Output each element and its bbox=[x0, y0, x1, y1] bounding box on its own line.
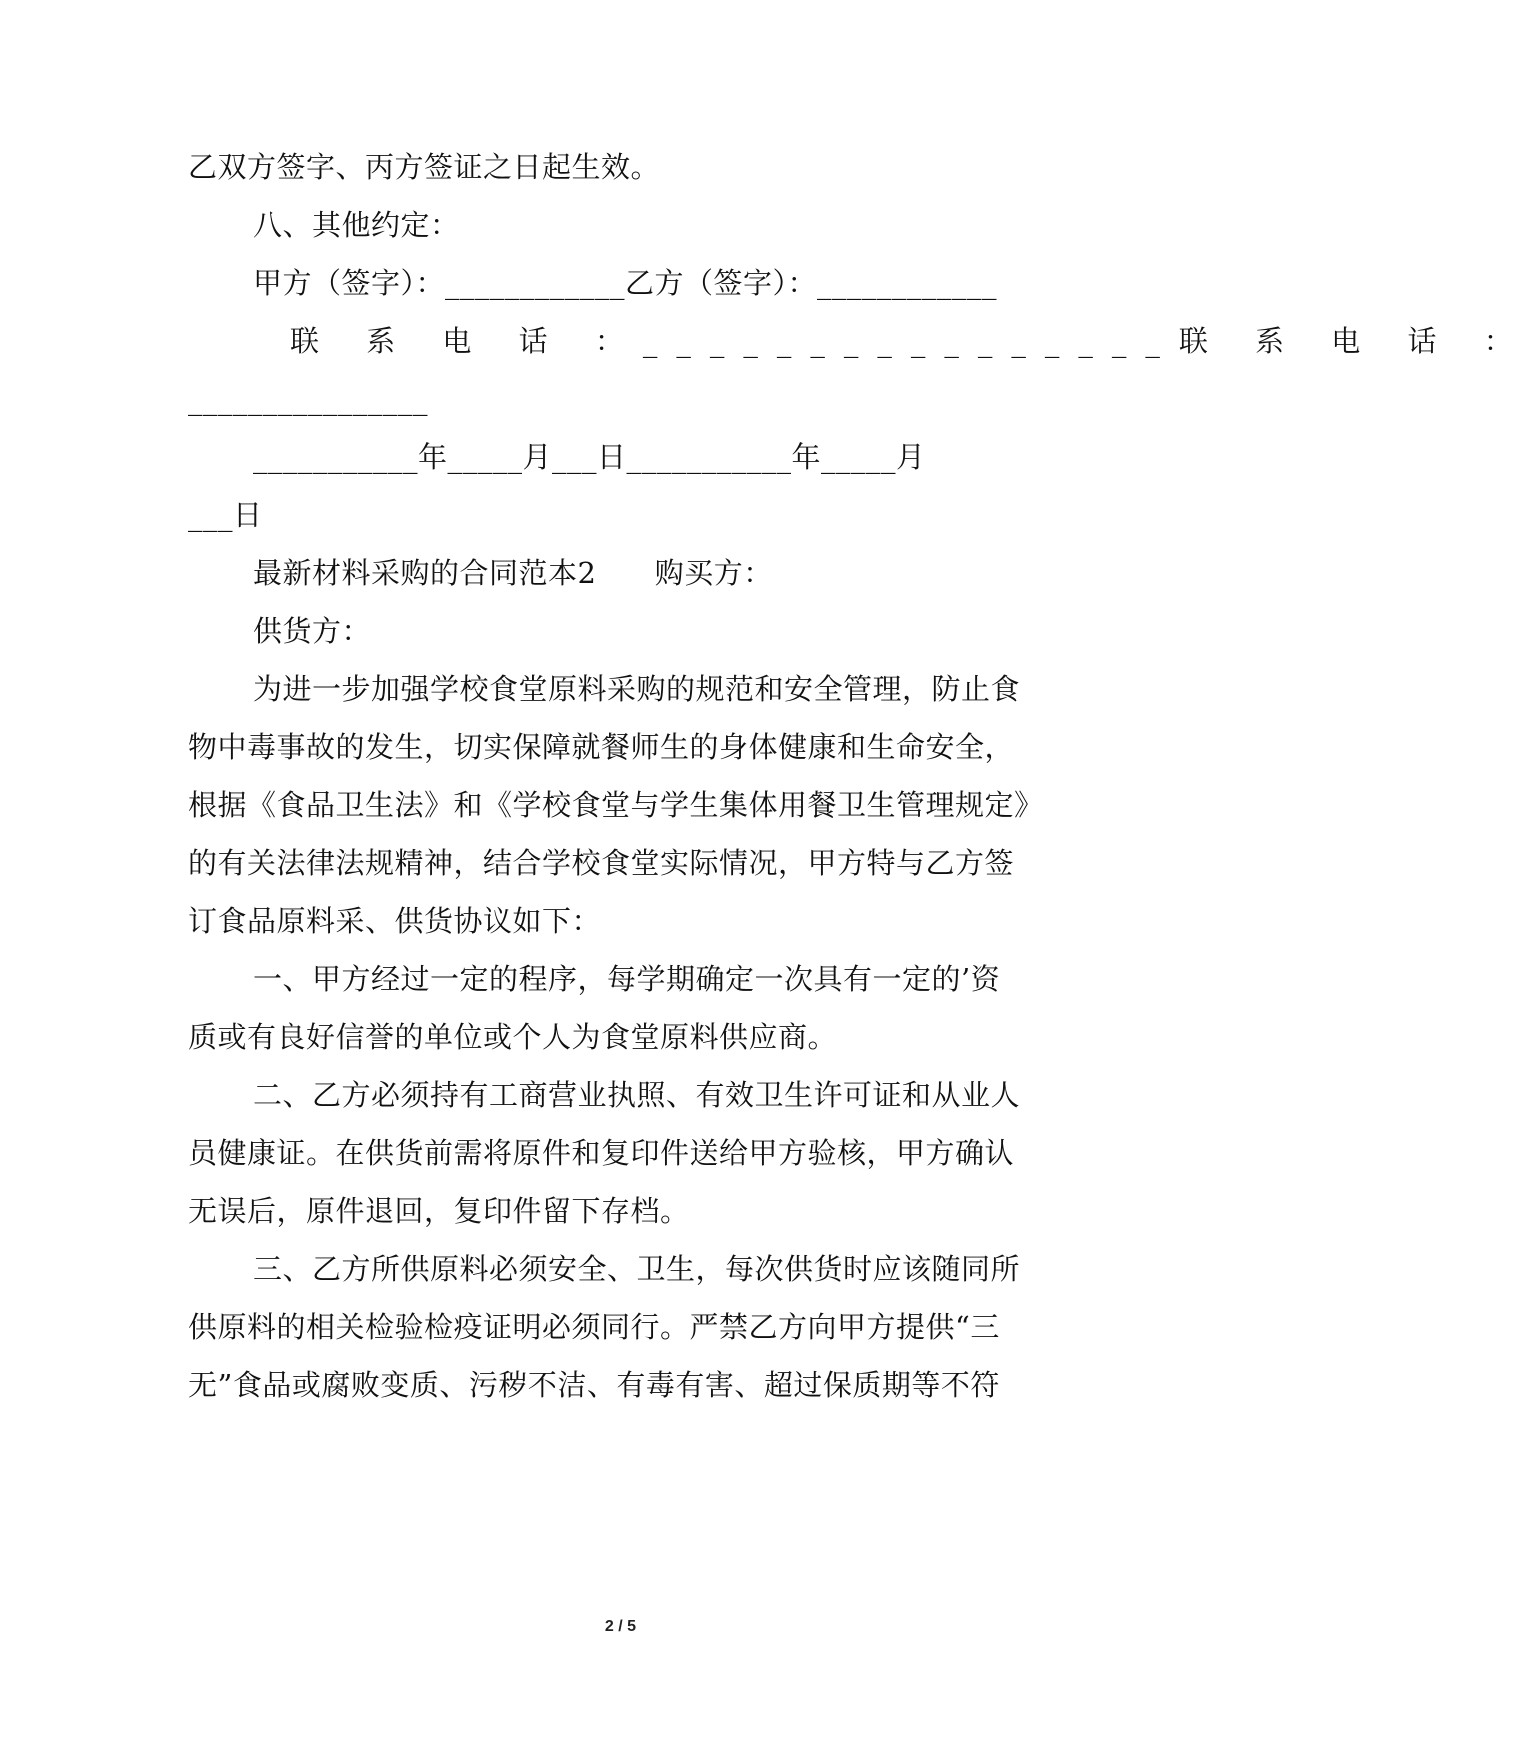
clause-one-line: 一、甲方经过一定的程序，每学期确定一次具有一定的’资 bbox=[253, 962, 1001, 996]
paragraph-line: 物中毒事故的发生，切实保障就餐师生的身体健康和生命安全， bbox=[188, 730, 1015, 764]
clause-one-line: 质或有良好信誉的单位或个人为食堂原料供应商。 bbox=[188, 1020, 838, 1054]
clause-three-line: 无”食品或腐败变质、污秽不洁、有毒有害、超过保质期等不符 bbox=[188, 1368, 1000, 1402]
paragraph-line: 订食品原料采、供货协议如下： bbox=[188, 904, 602, 938]
text-line-2: 八、其他约定： bbox=[253, 208, 460, 242]
clause-three-line: 供原料的相关检验检疫证明必须同行。严禁乙方向甲方提供“三 bbox=[188, 1310, 1000, 1344]
text-line-1: 乙双方签字、丙方签证之日起生效。 bbox=[188, 150, 661, 184]
phone-blank-line: ________________ bbox=[188, 382, 428, 416]
supplier-label: 供货方： bbox=[253, 614, 372, 648]
signature-line: 甲方（签字）：____________乙方（签字）：____________ bbox=[253, 266, 998, 300]
clause-three-line: 三、乙方所供原料必须安全、卫生，每次供货时应该随同所 bbox=[253, 1252, 1021, 1286]
page-number: 2 / 5 bbox=[604, 1618, 637, 1635]
paragraph-line: 的有关法律法规精神，结合学校食堂实际情况，甲方特与乙方签 bbox=[188, 846, 1015, 880]
paragraph-line: 根据《食品卫生法》和《学校食堂与学生集体用餐卫生管理规定》 bbox=[188, 788, 1044, 822]
clause-two-line: 无误后，原件退回，复印件留下存档。 bbox=[188, 1194, 690, 1228]
date-line: ___________年_____月___日___________年_____月 bbox=[253, 440, 926, 474]
paragraph-line: 为进一步加强学校食堂原料采购的规范和安全管理，防止食 bbox=[253, 672, 1021, 706]
contract-heading: 最新材料采购的合同范本2 购买方： bbox=[253, 556, 773, 590]
clause-two-line: 员健康证。在供货前需将原件和复印件送给甲方验核，甲方确认 bbox=[188, 1136, 1015, 1170]
clause-two-line: 二、乙方必须持有工商营业执照、有效卫生许可证和从业人 bbox=[253, 1078, 1021, 1112]
phone-line: 联 系 电 话 ：________________联 系 电 话 ： bbox=[290, 324, 1532, 358]
date-line-continued: ___日 bbox=[188, 498, 263, 532]
